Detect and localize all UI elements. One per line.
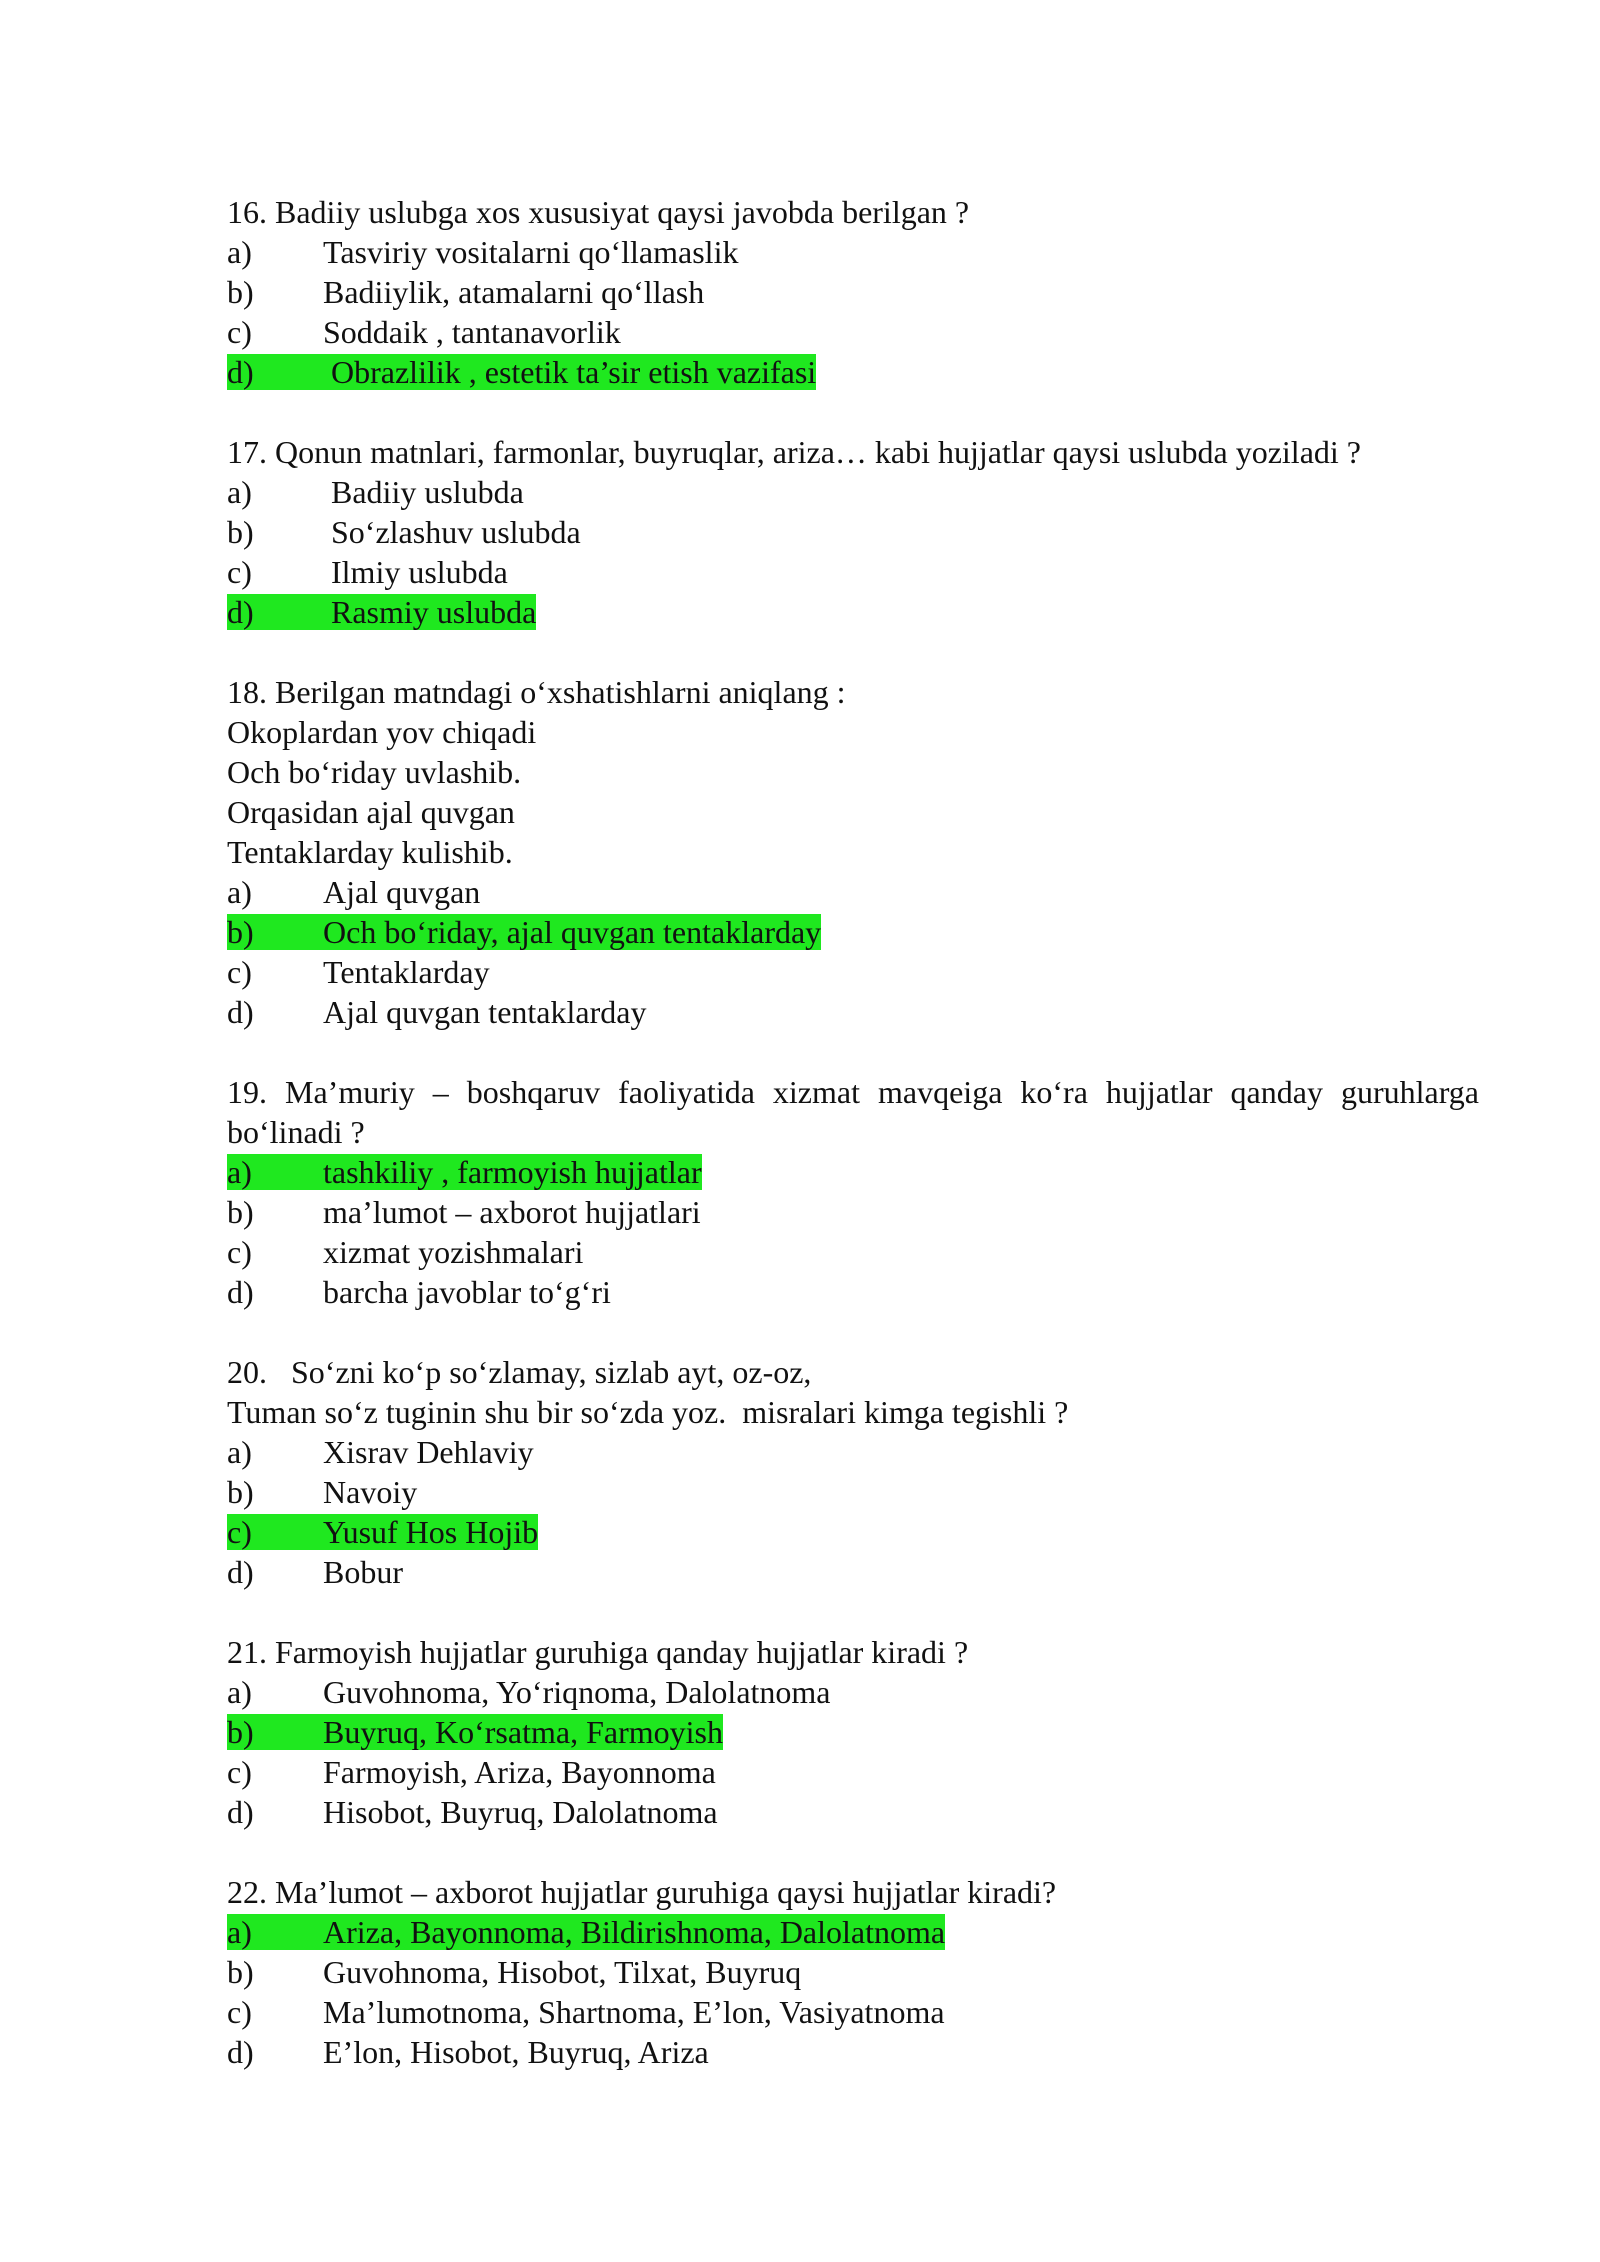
answer-option[interactable] (227, 1752, 1479, 1792)
option-text: Xisrav Dehlaviy (323, 1434, 534, 1470)
correct-answer-highlight (227, 1714, 723, 1750)
answer-option[interactable] (227, 1952, 1479, 1992)
option-text: Guvohnoma, Yo‘riqnoma, Dalolatnoma (323, 1674, 831, 1710)
option-text: Badiiylik, atamalarni qo‘llash (323, 274, 705, 310)
option-letter: d) (227, 1794, 254, 1830)
option-letter: d) (227, 2034, 254, 2070)
answer-option[interactable] (227, 992, 1479, 1032)
option-text: E’lon, Hisobot, Buyruq, Ariza (323, 2034, 709, 2070)
answer-option[interactable] (227, 232, 1479, 272)
option-text: Obrazlilik , estetik ta’sir etish vazifasi (331, 354, 817, 390)
answer-option[interactable] (227, 552, 1479, 592)
correct-answer-highlight (227, 1154, 702, 1190)
option-letter: c) (227, 1234, 252, 1270)
option-text: Ilmiy uslubda (331, 554, 508, 590)
option-text: Bobur (323, 1554, 403, 1590)
option-text: Farmoyish, Ariza, Bayonnoma (323, 1754, 716, 1790)
correct-answer-highlight (227, 354, 816, 390)
option-letter: c) (227, 1754, 252, 1790)
correct-answer-highlight (227, 914, 821, 950)
option-letter: c) (227, 1994, 252, 2030)
question-text: 16. Badiiy uslubga xos xususiyat qaysi javobda berilgan ? (227, 194, 970, 230)
option-text: Guvohnoma, Hisobot, Tilxat, Buyruq (323, 1954, 802, 1990)
option-letter: d) (227, 994, 254, 1030)
option-letter: b) (227, 1954, 254, 1990)
option-letter: c) (227, 1514, 252, 1550)
question-block (227, 1072, 1479, 1312)
question-block (227, 1352, 1479, 1592)
answer-option[interactable] (227, 1912, 1479, 1952)
question-block (227, 1872, 1479, 2072)
option-text: Ma’lumotnoma, Shartnoma, E’lon, Vasiyatnoma (323, 1994, 945, 2030)
option-text: Ajal quvgan tentaklarday (323, 994, 647, 1030)
option-text: Yusuf Hos Hojib (323, 1514, 539, 1550)
question-text: 22. Ma’lumot – axborot hujjatlar guruhiga qaysi hujjatlar kiradi? (227, 1874, 1057, 1910)
answer-option[interactable] (227, 1192, 1479, 1232)
option-letter: a) (227, 474, 252, 510)
question-text-line: Orqasidan ajal quvgan (227, 794, 515, 830)
question-text-line: Okoplardan yov chiqadi (227, 714, 537, 750)
option-letter: d) (227, 1274, 254, 1310)
answer-option[interactable] (227, 1992, 1479, 2032)
option-letter: c) (227, 554, 252, 590)
answer-option[interactable] (227, 512, 1479, 552)
option-text: Rasmiy uslubda (331, 594, 537, 630)
option-text: Och bo‘riday, ajal quvgan tentaklarday (323, 914, 822, 950)
answer-option[interactable] (227, 1472, 1479, 1512)
option-text: tashkiliy , farmoyish hujjatlar (323, 1154, 702, 1190)
question-text: 21. Farmoyish hujjatlar guruhiga qanday hujjatlar kiradi ? (227, 1634, 969, 1670)
question-text: 20. So‘zni ko‘p so‘zlamay, sizlab ayt, oz-oz, (227, 1354, 812, 1390)
quiz-content (227, 192, 1479, 2112)
option-text: Ariza, Bayonnoma, Bildirishnoma, Dalolatnoma (323, 1914, 946, 1950)
option-text: Tasviriy vositalarni qo‘llamaslik (323, 234, 739, 270)
answer-option[interactable] (227, 592, 1479, 632)
correct-answer-highlight (227, 1514, 538, 1550)
question-text-line: Tentaklarday kulishib. (227, 834, 513, 870)
option-text: Hisobot, Buyruq, Dalolatnoma (323, 1794, 718, 1830)
option-letter: b) (227, 514, 254, 550)
option-letter: a) (227, 1434, 252, 1470)
question-text: 18. Berilgan matndagi o‘xshatishlarni aniqlang : (227, 674, 846, 710)
answer-option[interactable] (227, 912, 1479, 952)
option-letter: c) (227, 314, 252, 350)
option-letter: a) (227, 1674, 252, 1710)
answer-option[interactable] (227, 472, 1479, 512)
answer-option[interactable] (227, 1512, 1479, 1552)
option-letter: a) (227, 874, 252, 910)
answer-option[interactable] (227, 872, 1479, 912)
option-text: barcha javoblar to‘g‘ri (323, 1274, 611, 1310)
answer-option[interactable] (227, 1232, 1479, 1272)
answer-option[interactable] (227, 1712, 1479, 1752)
question-block (227, 672, 1479, 1032)
option-text: Tentaklarday (323, 954, 490, 990)
option-letter: b) (227, 274, 254, 310)
option-letter: b) (227, 1714, 254, 1750)
answer-option[interactable] (227, 1152, 1479, 1192)
option-letter: d) (227, 354, 254, 390)
option-letter: c) (227, 954, 252, 990)
option-text: ma’lumot – axborot hujjatlari (323, 1194, 701, 1230)
option-text: xizmat yozishmalari (323, 1234, 584, 1270)
option-letter: d) (227, 594, 254, 630)
question-text: 19. Ma’muriy – boshqaruv faoliyatida xizmat mavqeiga ko‘ra hujjatlar qanday guruhlarga bo‘linadi ? (227, 1074, 1479, 1150)
option-text: Badiiy uslubda (331, 474, 524, 510)
option-text: Buyruq, Ko‘rsatma, Farmoyish (323, 1714, 723, 1750)
answer-option[interactable] (227, 2032, 1479, 2072)
option-letter: a) (227, 1914, 252, 1950)
option-letter: a) (227, 1154, 252, 1190)
answer-option[interactable] (227, 312, 1479, 352)
option-letter: a) (227, 234, 252, 270)
question-block (227, 432, 1479, 632)
question-text-line: Tuman so‘z tuginin shu bir so‘zda yoz. misralari kimga tegishli ? (227, 1394, 1069, 1430)
question-block (227, 192, 1479, 392)
question-text-line: Och bo‘riday uvlashib. (227, 754, 522, 790)
correct-answer-highlight (227, 1914, 945, 1950)
option-letter: b) (227, 1194, 254, 1230)
correct-answer-highlight (227, 594, 536, 630)
answer-option[interactable] (227, 1432, 1479, 1472)
answer-option[interactable] (227, 1792, 1479, 1832)
option-text: Navoiy (323, 1474, 418, 1510)
question-text: 17. Qonun matnlari, farmonlar, buyruqlar, ariza… kabi hujjatlar qaysi uslubda yoziladi ? (227, 434, 1361, 470)
answer-option[interactable] (227, 952, 1479, 992)
option-letter: b) (227, 1474, 254, 1510)
answer-option[interactable] (227, 272, 1479, 312)
option-text: Ajal quvgan (323, 874, 481, 910)
option-text: Soddaik , tantanavorlik (323, 314, 621, 350)
option-text: So‘zlashuv uslubda (331, 514, 581, 550)
option-letter: d) (227, 1554, 254, 1590)
question-block (227, 1632, 1479, 1832)
answer-option[interactable] (227, 1672, 1479, 1712)
option-letter: b) (227, 914, 254, 950)
answer-option[interactable] (227, 1272, 1479, 1312)
answer-option[interactable] (227, 1552, 1479, 1592)
answer-option[interactable] (227, 352, 1479, 392)
